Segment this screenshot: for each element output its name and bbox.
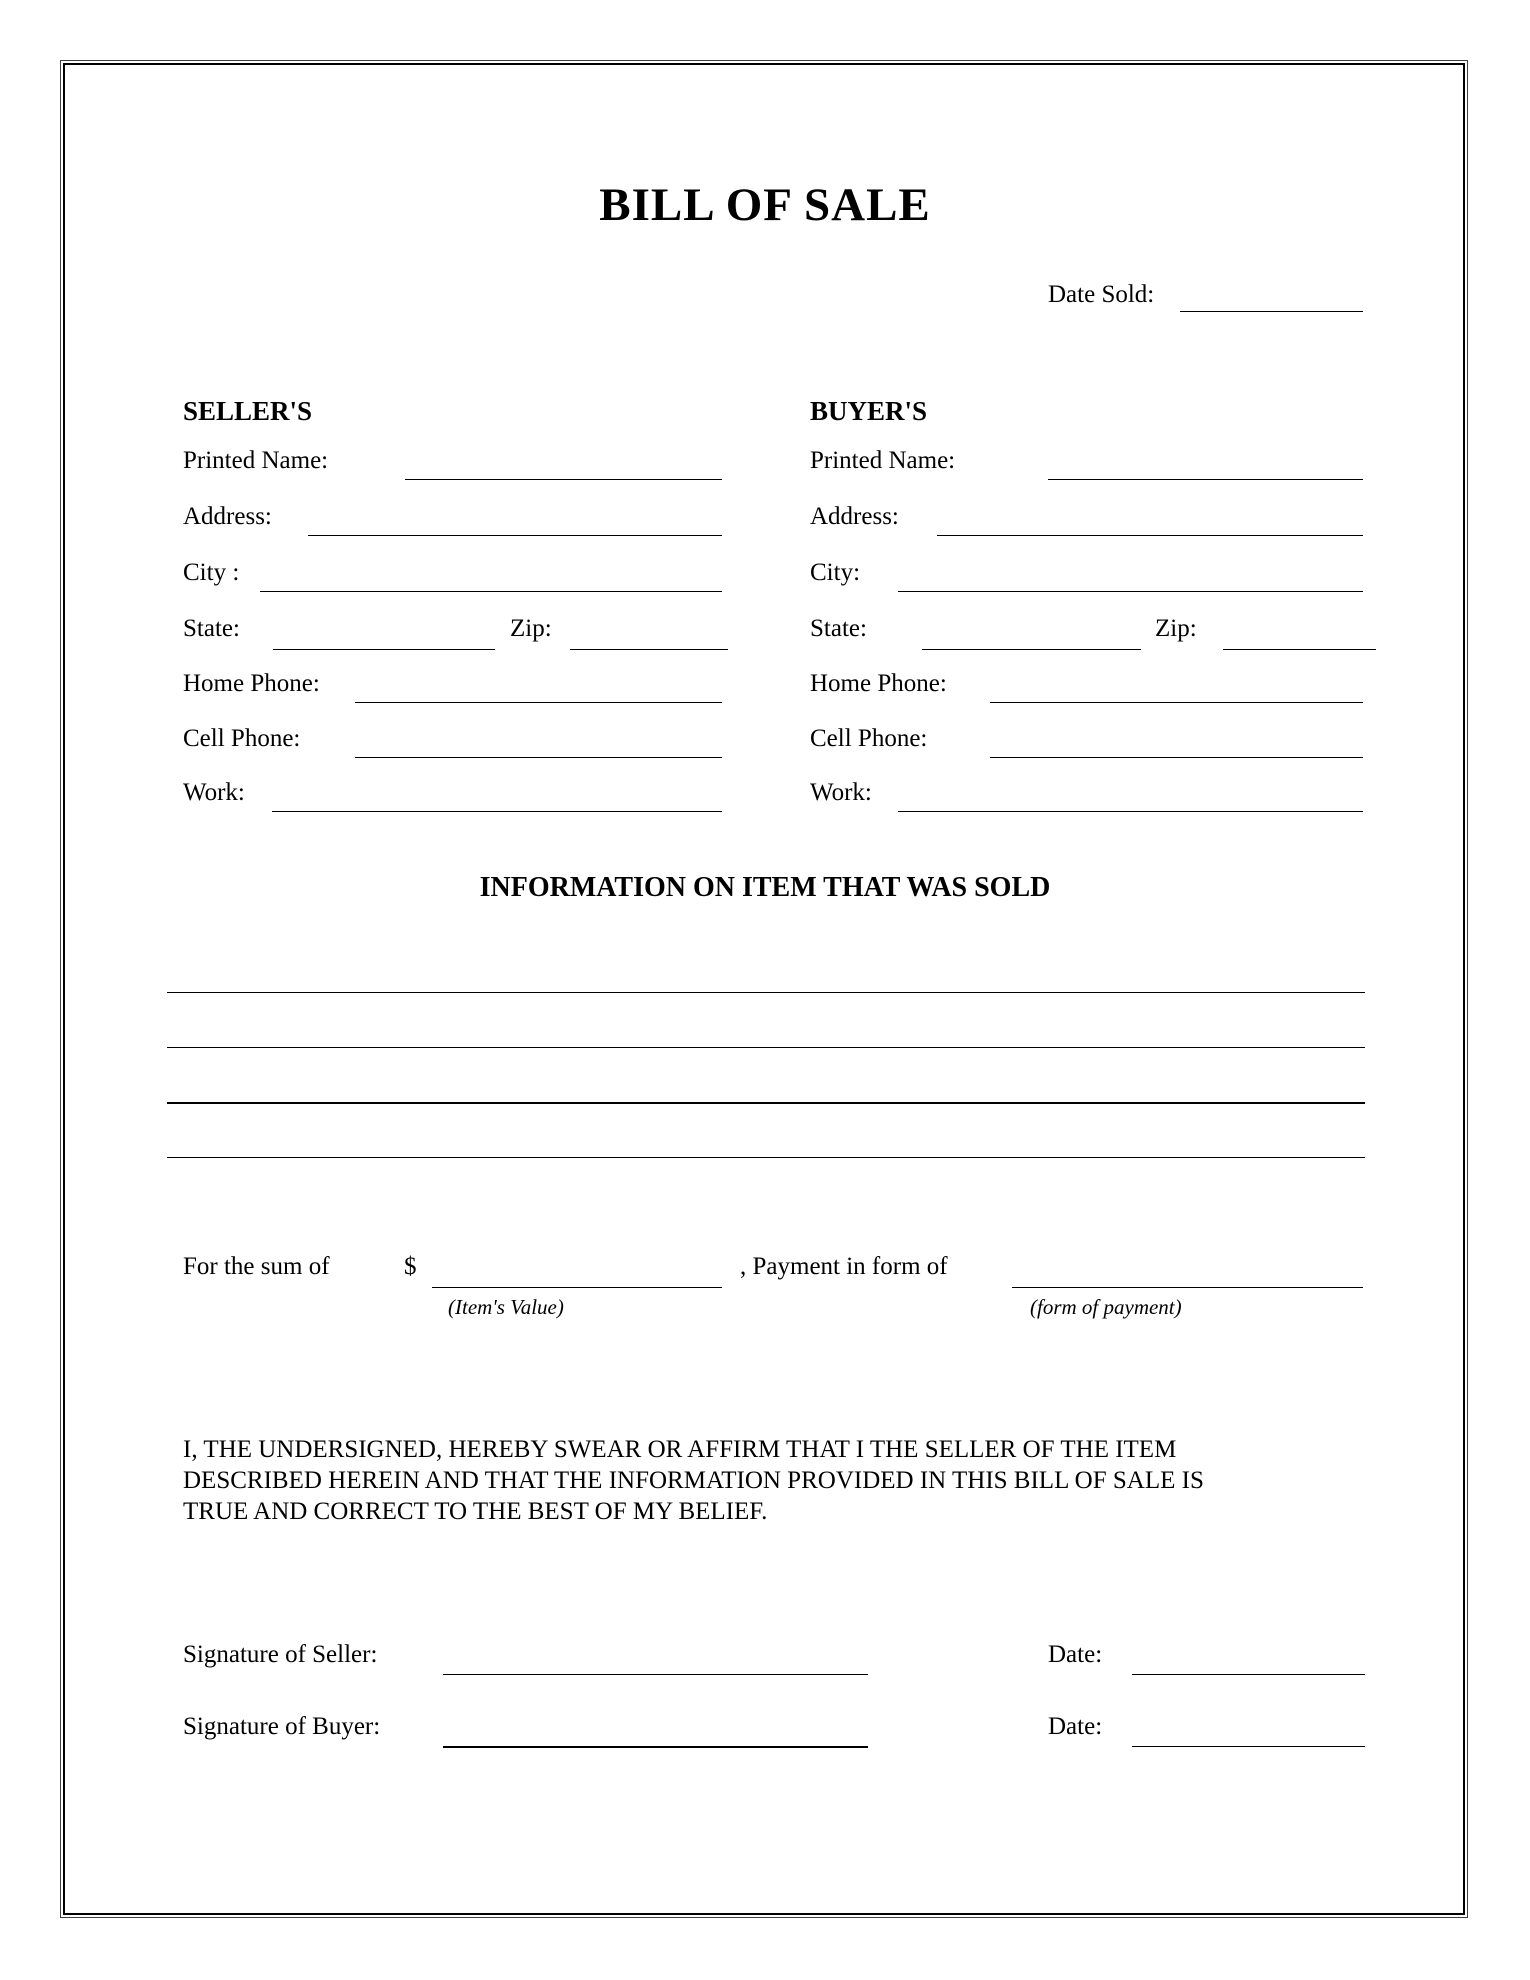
buyer-state-label: State: (810, 615, 867, 642)
item-info-line-1[interactable] (167, 992, 1365, 993)
seller-work-label: Work: (183, 779, 245, 806)
buyer-zip-label: Zip: (1155, 615, 1197, 642)
affirmation-line-1: I, THE UNDERSIGNED, HEREBY SWEAR OR AFFIRM THAT I THE SELLER OF THE ITEM (183, 1436, 1177, 1463)
item-info-line-3[interactable] (167, 1102, 1365, 1104)
item-section-heading: INFORMATION ON ITEM THAT WAS SOLD (479, 872, 1051, 903)
seller-printed-name-label: Printed Name: (183, 447, 329, 474)
seller-city-label: City : (183, 559, 240, 586)
seller-work-line[interactable] (272, 811, 722, 812)
buyer-home-phone-label: Home Phone: (810, 670, 947, 697)
buyer-printed-name-line[interactable] (1048, 479, 1363, 480)
buyer-city-line[interactable] (898, 591, 1363, 592)
buyer-signature-line[interactable] (443, 1746, 868, 1748)
item-info-line-4[interactable] (167, 1157, 1365, 1158)
seller-date-line[interactable] (1132, 1674, 1365, 1675)
seller-state-label: State: (183, 615, 240, 642)
seller-home-phone-line[interactable] (355, 702, 722, 703)
seller-address-line[interactable] (308, 535, 722, 536)
payment-form-label: , Payment in form of (740, 1253, 948, 1280)
affirmation-line-3: TRUE AND CORRECT TO THE BEST OF MY BELIEF. (183, 1498, 768, 1525)
buyer-city-label: City: (810, 559, 861, 586)
buyer-home-phone-line[interactable] (990, 702, 1363, 703)
seller-zip-line[interactable] (570, 649, 728, 650)
date-sold-label: Date Sold: (1048, 281, 1155, 308)
buyer-address-line[interactable] (937, 535, 1363, 536)
seller-home-phone-label: Home Phone: (183, 670, 320, 697)
buyer-section-heading: BUYER'S (810, 396, 928, 426)
buyer-work-line[interactable] (898, 811, 1363, 812)
affirmation-line-2: DESCRIBED HEREIN AND THAT THE INFORMATION PROVIDED IN THIS BILL OF SALE IS (183, 1467, 1204, 1494)
seller-printed-name-line[interactable] (405, 479, 722, 480)
seller-address-label: Address: (183, 503, 272, 530)
buyer-state-line[interactable] (922, 649, 1141, 650)
date-sold-line[interactable] (1180, 311, 1363, 312)
buyer-zip-line[interactable] (1223, 649, 1376, 650)
payment-form-caption: (form of payment) (1030, 1295, 1182, 1319)
seller-date-label: Date: (1048, 1641, 1103, 1668)
item-value-caption: (Item's Value) (448, 1295, 564, 1319)
buyer-address-label: Address: (810, 503, 899, 530)
seller-city-line[interactable] (260, 591, 722, 592)
buyer-cell-phone-label: Cell Phone: (810, 725, 928, 752)
buyer-signature-label: Signature of Buyer: (183, 1713, 381, 1740)
buyer-date-label: Date: (1048, 1713, 1103, 1740)
buyer-date-line[interactable] (1132, 1746, 1365, 1747)
buyer-cell-phone-line[interactable] (990, 757, 1363, 758)
seller-signature-label: Signature of Seller: (183, 1641, 378, 1668)
payment-form-line[interactable] (1012, 1287, 1363, 1288)
seller-zip-label: Zip: (510, 615, 552, 642)
seller-section-heading: SELLER'S (183, 396, 313, 426)
item-value-line[interactable] (432, 1287, 722, 1288)
form-title: BILL OF SALE (599, 179, 931, 231)
page-border (60, 60, 1468, 1918)
seller-cell-phone-line[interactable] (355, 757, 722, 758)
seller-signature-line[interactable] (443, 1674, 868, 1675)
page-border-inner (63, 63, 1465, 1915)
buyer-work-label: Work: (810, 779, 872, 806)
dollar-sign: $ (404, 1253, 417, 1280)
sum-prefix-label: For the sum of (183, 1253, 330, 1280)
buyer-printed-name-label: Printed Name: (810, 447, 956, 474)
seller-state-line[interactable] (273, 649, 495, 650)
seller-cell-phone-label: Cell Phone: (183, 725, 301, 752)
item-info-line-2[interactable] (167, 1047, 1365, 1048)
affirmation-paragraph (183, 1434, 1204, 1527)
